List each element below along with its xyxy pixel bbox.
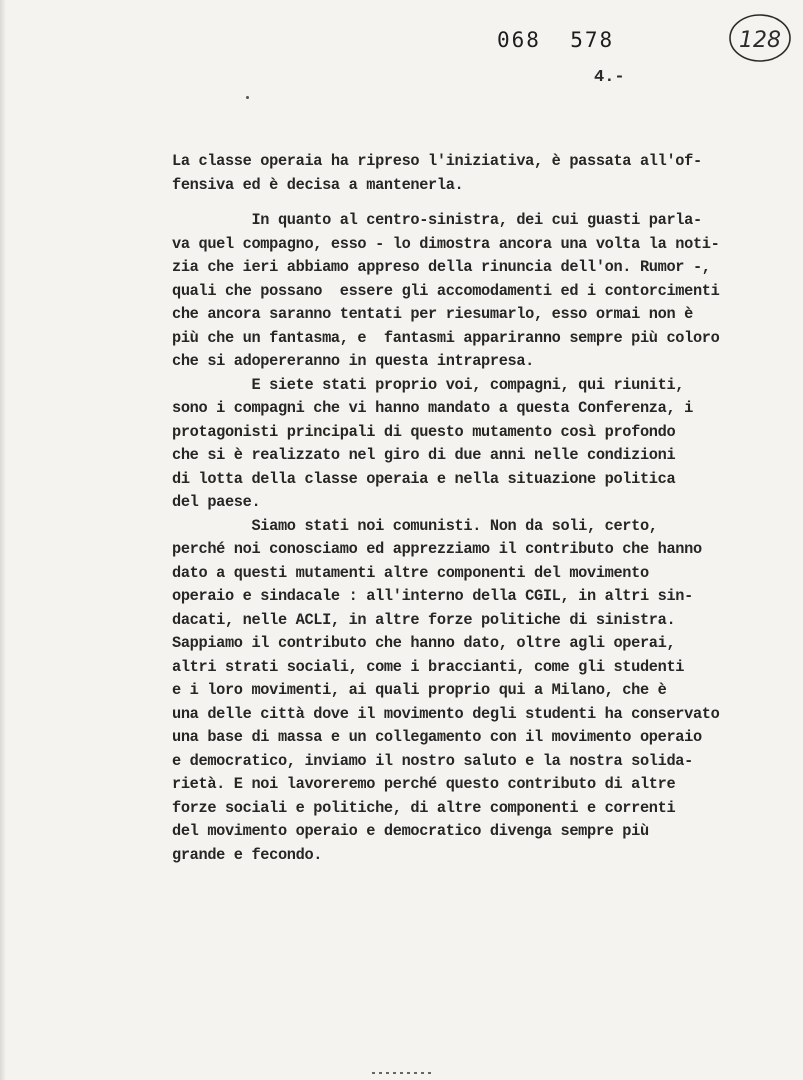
text-line: del movimento operaio e democratico divenga sempre più bbox=[172, 822, 649, 840]
speck bbox=[246, 96, 249, 99]
text-line: più che un fantasma, e fantasmi appariranno sempre più coloro bbox=[172, 328, 720, 347]
text-line: In quanto al centro-sinistra, dei cui guasti parla- bbox=[172, 211, 702, 229]
text-line: E siete stati proprio voi, compagni, qui riuniti, bbox=[172, 375, 685, 394]
paragraph-2 bbox=[172, 209, 772, 374]
text-line: che ancora saranno tentati per riesumarlo, esso ormai non è bbox=[172, 305, 693, 323]
stamp-number: 128 bbox=[739, 28, 781, 53]
text-line: zia che ieri abbiamo appreso della rinuncia dell'on. Rumor -, bbox=[172, 258, 711, 276]
text-line: protagonisti principali di questo mutamento così profondo bbox=[172, 422, 676, 441]
text-line: perché noi conosciamo ed apprezziamo il contributo che hanno bbox=[172, 540, 702, 558]
text-line: forze sociali e politiche, di altre componenti e correnti bbox=[172, 798, 676, 817]
text-line: La classe operaia ha ripreso l'iniziativa, è passata all'of- bbox=[172, 152, 702, 170]
text-line: e democratico, inviamo il nostro saluto e la nostra solida- bbox=[172, 751, 693, 770]
text-line: va quel compagno, esso - lo dimostra ancora una volta la noti- bbox=[172, 234, 720, 253]
page-stamp bbox=[727, 11, 793, 65]
document-number: 068 578 bbox=[497, 28, 615, 52]
text-line: operaio e sindacale : all'interno della CGIL, in altri sin- bbox=[172, 587, 693, 605]
stamp-circle-icon bbox=[727, 11, 793, 65]
typed-text-body bbox=[172, 150, 772, 867]
text-line: dacati, nelle ACLI, in altre forze politiche di sinistra. bbox=[172, 610, 676, 629]
text-line: che si adopereranno in questa intrapresa. bbox=[172, 352, 535, 370]
text-line: sono i compagni che vi hanno mandato a questa Conferenza, i bbox=[172, 399, 693, 417]
text-line: altri strati sociali, come i braccianti, come gli studenti bbox=[172, 657, 685, 676]
paragraph-3 bbox=[172, 374, 772, 515]
text-line: di lotta della classe operaia e nella situazione politica bbox=[172, 469, 676, 488]
text-line: Sappiamo il contributo che hanno dato, oltre agli operai, bbox=[172, 634, 676, 652]
text-line: grande e fecondo. bbox=[172, 845, 323, 864]
scan-edge bbox=[0, 0, 6, 1080]
text-line: dato a questi mutamenti altre componenti del movimento bbox=[172, 563, 649, 582]
text-line: che si è realizzato nel giro di due anni nelle condizioni bbox=[172, 446, 676, 464]
text-line: fensiva ed è decisa a mantenerla. bbox=[172, 175, 464, 194]
text-line: quali che possano essere gli accomodamenti ed i contorcimenti bbox=[172, 281, 720, 300]
text-line: del paese. bbox=[172, 493, 261, 511]
paragraph-4 bbox=[172, 515, 772, 868]
text-line: e i loro movimenti, ai quali proprio qui a Milano, che è bbox=[172, 681, 667, 699]
text-line: rietà. E noi lavoreremo perché questo contributo di altre bbox=[172, 775, 676, 793]
text-line: una delle città dove il movimento degli studenti ha conservato bbox=[172, 704, 720, 723]
scan-mark bbox=[372, 1072, 432, 1074]
text-line: una base di massa e un collegamento con il movimento operaio bbox=[172, 728, 702, 746]
paragraph-1 bbox=[172, 150, 772, 197]
text-line: Siamo stati noi comunisti. Non da soli, certo, bbox=[172, 516, 658, 535]
page-number: 4.- bbox=[594, 68, 625, 87]
